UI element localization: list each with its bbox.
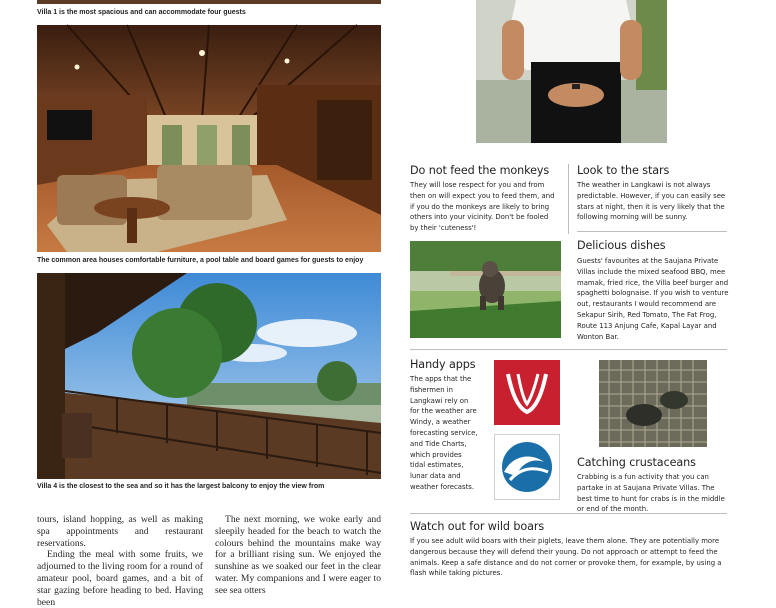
article-col1 xyxy=(37,514,203,608)
article-col2 xyxy=(215,514,381,597)
tip-monkeys-title: Do not feed the monkeys xyxy=(410,164,550,177)
tide-charts-app-icon xyxy=(494,434,560,500)
tip-dishes-text: Guests' favourites at the Saujana Private Villas include the mixed seafood BBQ, mee mamak, fried rice, the Villa beef burger and spaghetti bolognaise. If you wish to venture out, restaurants I would recommend are Sekapur Sirih, Red Tomato, The Fat Frog, Route 113 Anjung Cafe, Kapal Layar and Wonton Bar. xyxy=(577,257,729,341)
staff-photo xyxy=(476,0,667,143)
divider xyxy=(410,349,727,350)
divider xyxy=(577,231,727,232)
windy-app-icon xyxy=(494,360,560,425)
caption-common-area: The common area houses comfortable furniture, a pool table and board games for guests to enjoy xyxy=(37,257,364,264)
column-divider xyxy=(568,164,569,234)
divider xyxy=(410,513,727,514)
tip-apps-text: The apps that the fishermen in Langkawi rely on for the weather are Windy, a weather forecasting service, and Tide Charts, which provides tidal estimates, lunar data and weather forecasts. xyxy=(410,375,478,491)
common-area-photo xyxy=(37,25,381,252)
caption-villa4: Villa 4 is the closest to the sea and so it has the largest balcony to enjoy the view from xyxy=(37,483,325,490)
article-col1-para2: Ending the meal with some fruits, we adjourned to the living room for a round of amateur pool, board games, and a bit of star gazing before heading to bed. Having been xyxy=(37,549,203,608)
previous-photo-edge xyxy=(37,0,381,4)
tip-crustaceans-title: Catching crustaceans xyxy=(577,456,696,469)
tip-boars-text: If you see adult wild boars with their piglets, leave them alone. They are potentially more dangerous because they will defend their young. Do not approach or attempt to feed the animals. Keep a safe distance and do not corner or provoke them, for example, by using a flash while taking pictures. xyxy=(410,537,722,578)
tip-boars-title: Watch out for wild boars xyxy=(410,520,545,533)
tip-stars-text: The weather in Langkawi is not always predictable. However, if you can easily see stars at night, then it is very likely that the following morning will be sunny. xyxy=(577,181,726,222)
villa4-balcony-photo xyxy=(37,273,381,479)
article-col2-para1: The next morning, we woke early and sleepily headed for the beach to watch the colours behind the mountains make way for a brilliant rising sun. We enjoyed the sunshine as we soaked our feet in the clear water. My companions and I were eager to see sea otters xyxy=(215,514,381,596)
caption-villa1: Villa 1 is the most spacious and can accommodate four guests xyxy=(37,9,246,16)
tip-stars-title: Look to the stars xyxy=(577,164,670,177)
monkey-photo xyxy=(410,241,561,338)
tip-apps-title: Handy apps xyxy=(410,358,476,371)
article-col1-para1: tours, island hopping, as well as making spa appointments and restaurant reservations. xyxy=(37,514,203,549)
tip-crustaceans-text: Crabbing is a fun activity that you can partake in at Saujana Private Villas. The best time to hunt for crabs is in the middle or end of the month. xyxy=(577,473,725,514)
tip-monkeys-text: They will lose respect for you and from then on will expect you to feed them, and if you do the monkeys are likely to bring others into your vicinity. Don't be fooled by their 'cuteness'! xyxy=(410,181,555,233)
crab-trap-photo xyxy=(599,360,707,447)
tip-dishes-title: Delicious dishes xyxy=(577,239,666,252)
